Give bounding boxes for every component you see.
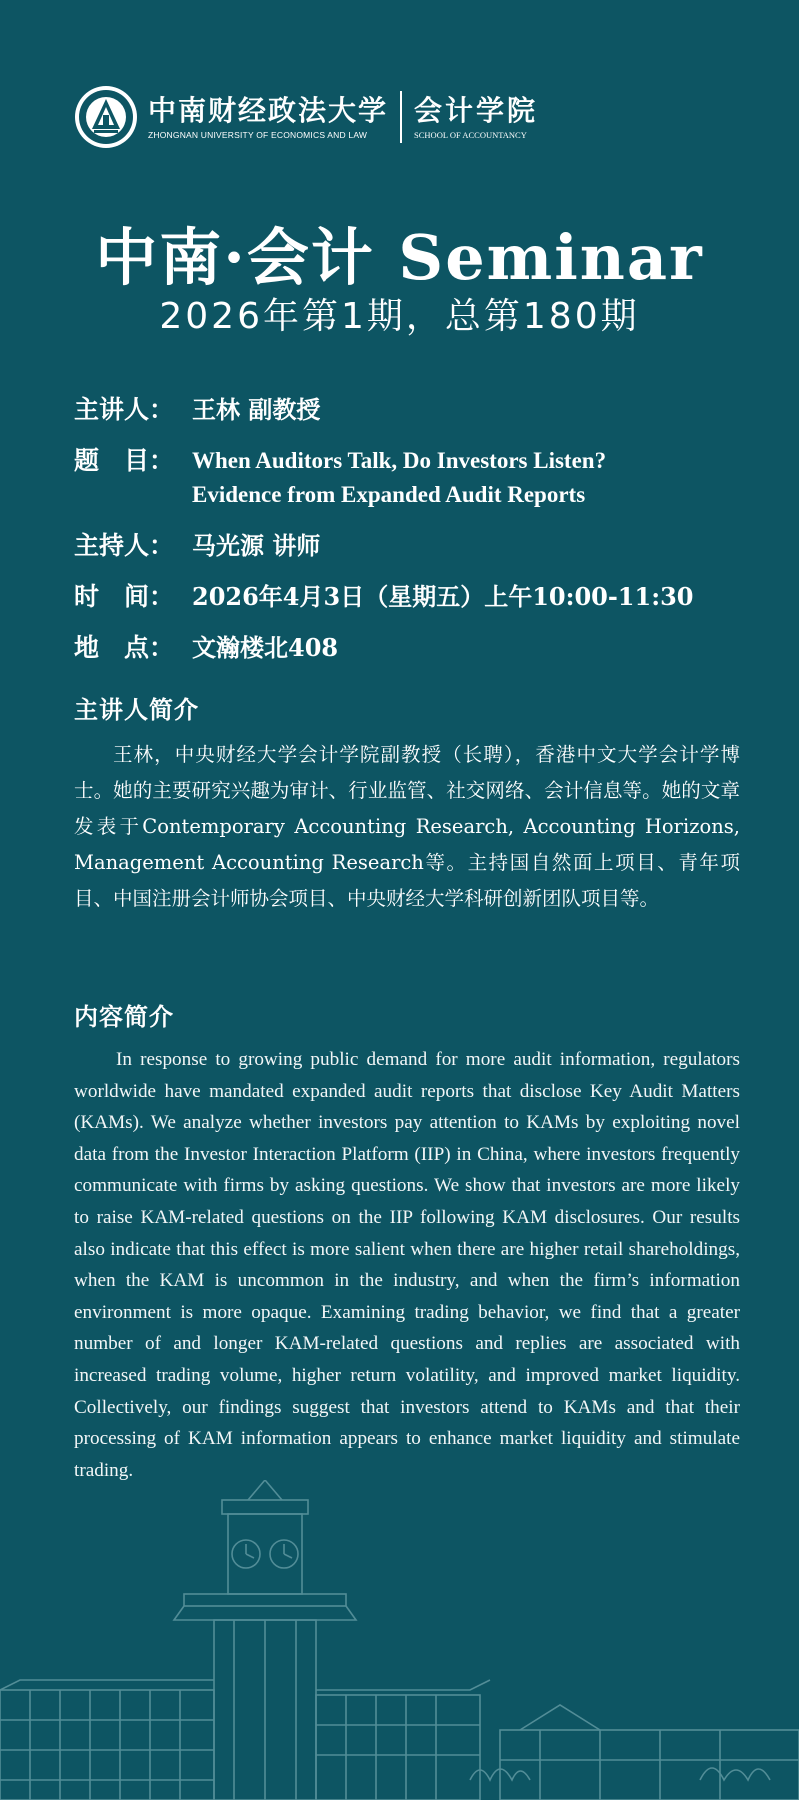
issue-subtitle: 2026年第1期，总第180期: [159, 296, 640, 337]
topic-line-1: When Auditors Talk, Do Investors Listen?: [192, 448, 607, 473]
university-name-en: ZHONGNAN UNIVERSITY OF ECONOMICS AND LAW: [148, 130, 368, 140]
place-label: 地 点：: [74, 633, 175, 662]
speaker-value: 王林 副教授: [192, 395, 321, 424]
place-value: 文瀚楼北408: [192, 633, 339, 662]
university-name-cn: 中南财经政法大学: [148, 94, 389, 127]
school-name-cn: 会计学院: [414, 94, 539, 127]
topic-label: 题 目：: [74, 446, 175, 475]
university-emblem-icon: [74, 85, 138, 149]
topic-row: [74, 444, 754, 512]
topic-value: [192, 444, 606, 512]
host-row: [74, 529, 754, 563]
abstract-text: In response to growing public demand for more audit information, regulators worldwide have mandated expanded audit reports that disclose Key Audit Matters (KAMs). We analyze whether investors pay attention to KAMs by exploiting novel data from the Investor Interaction Platform (IIP) in China, where investors frequently communicate with firms by asking questions. We show that investors are more likely to raise KAM-related questions on the IIP following KAM disclosures. Our results also indicate that this effect is more salient when there are higher retail shareholdings, when the KAM is uncommon in the industry, and when the firm’s information environment is more opaque. Examining trading behavior, we find that a greater number of and longer KAM-related questions and replies are associated with increased trading volume, higher return volatility, and improved market liquidity. Collectively, our findings suggest that investors attend to KAMs and that their processing of KAM information appears to enhance market liquidity and stimulate trading.: [74, 1049, 740, 1481]
speaker-label: 主讲人：: [74, 395, 175, 424]
campus-building-illustration: [0, 1480, 799, 1800]
speaker-row: [74, 393, 754, 427]
time-row: [74, 580, 754, 614]
school-name-en: SCHOOL OF ACCOUNTANCY: [414, 130, 527, 140]
topic-line-2: Evidence from Expanded Audit Reports: [192, 482, 586, 507]
time-value: 2026年4月3日（星期五）上午10:00-11:30: [192, 582, 694, 611]
event-info: [74, 393, 754, 682]
header-logo-bar: [74, 82, 538, 152]
host-label: 主持人：: [74, 531, 175, 560]
bio-text: 王林，中央财经大学会计学院副教授（长聘），香港中文大学会计学博士。她的主要研究兴趣为审计、行业监管、社交网络、会计信息等。她的文章发表于Contemporary Accounting Research, Accounting Horizons, Management Accounting Research等。主持国自然面上项目、青年项目、中国注册会计师协会项目、中央财经大学科研创新团队项目等。: [74, 743, 740, 910]
page-title: 中南·会计 Seminar: [95, 221, 704, 294]
host-value: 马光源 讲师: [192, 531, 321, 560]
place-row: [74, 631, 754, 665]
time-label: 时 间：: [74, 582, 175, 611]
abstract-heading: 内容简介: [74, 1003, 174, 1031]
logo-divider: [400, 91, 402, 143]
bio-heading: 主讲人简介: [74, 696, 199, 724]
